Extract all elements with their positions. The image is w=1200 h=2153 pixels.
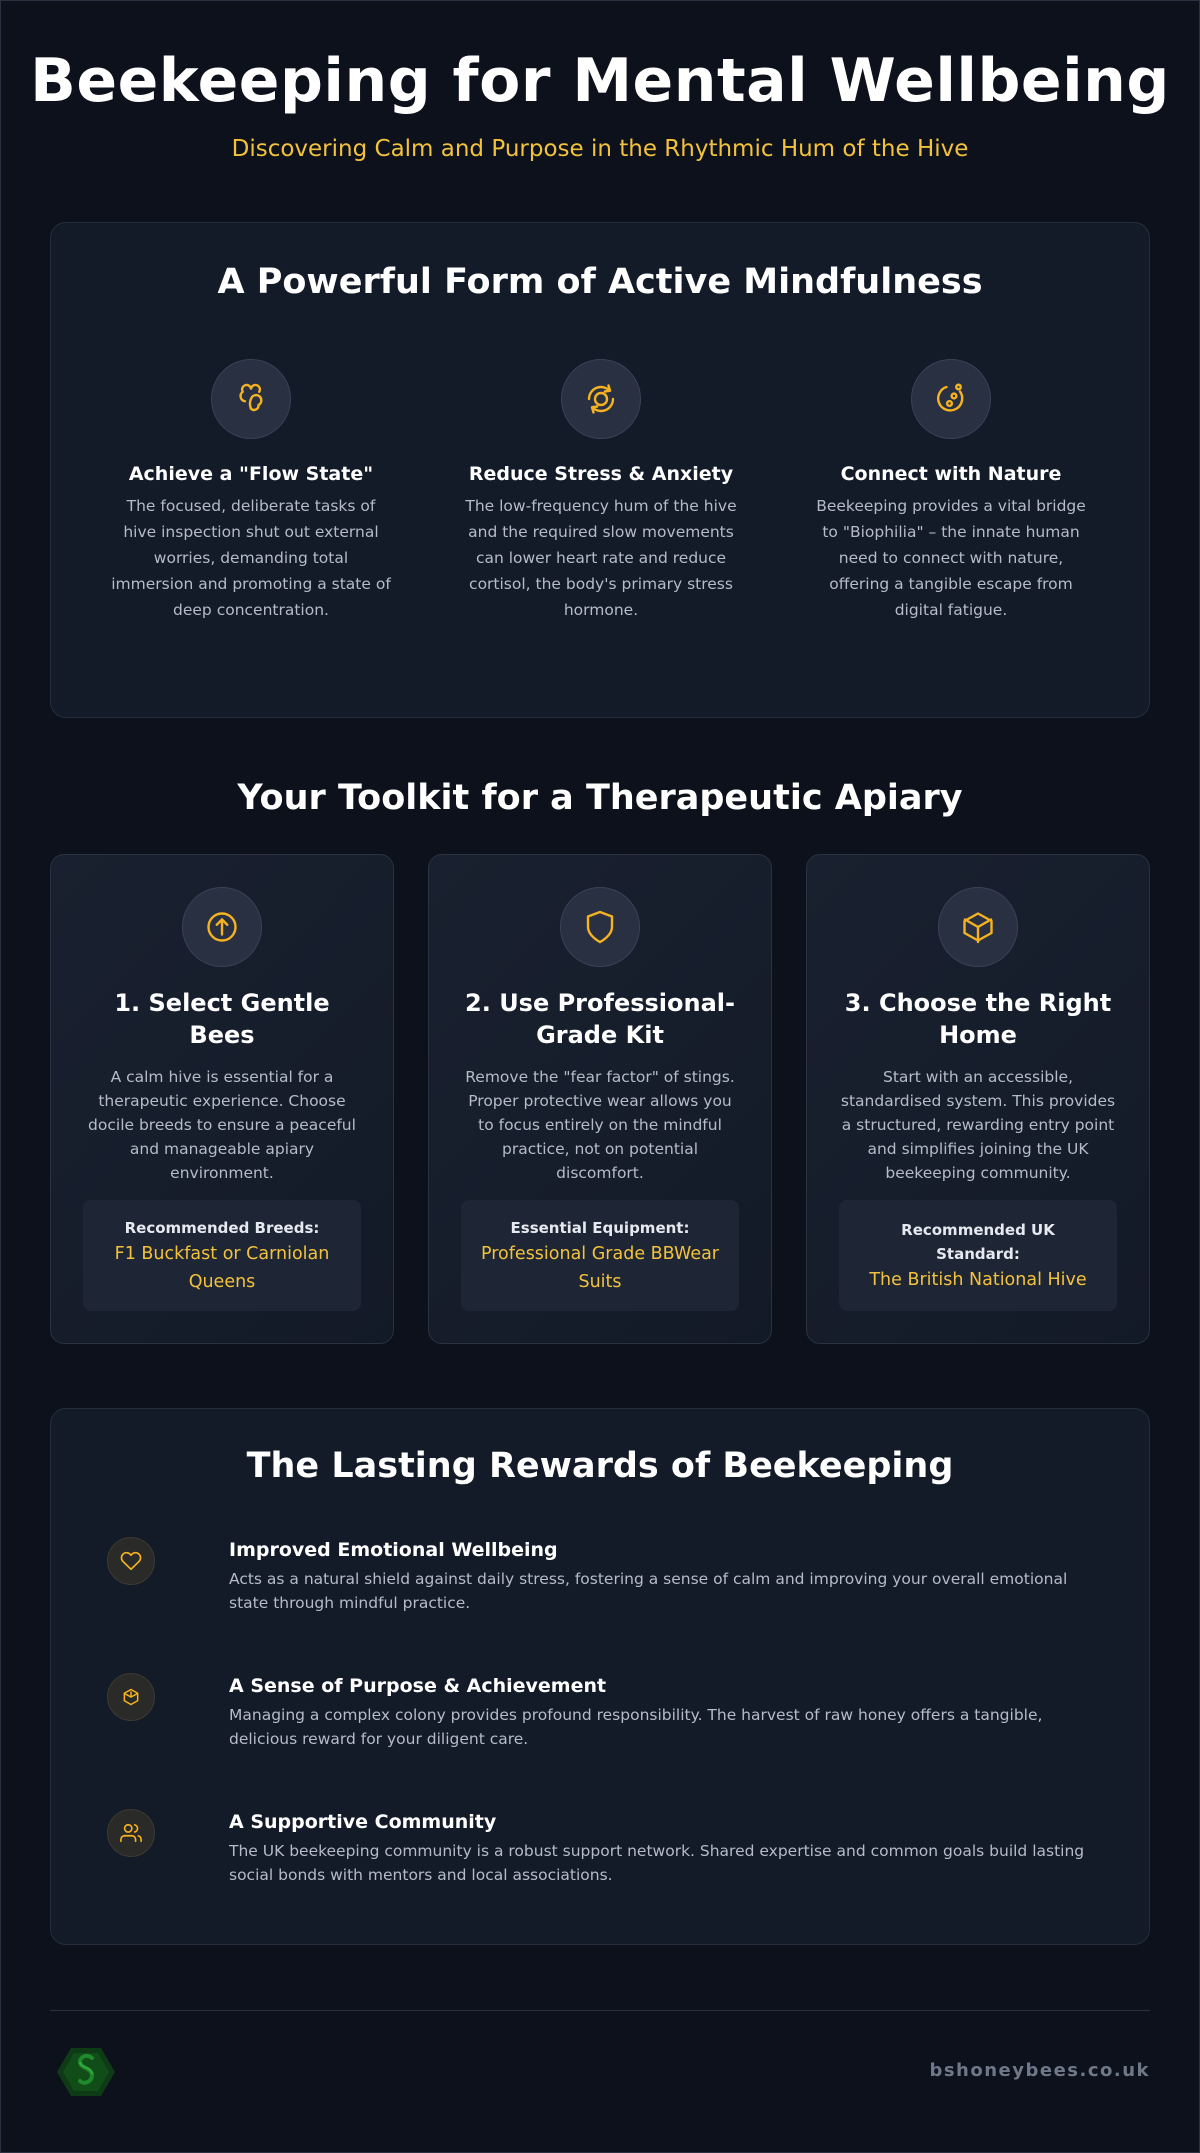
mindfulness-title: A Powerful Form of Active Mindfulness bbox=[217, 262, 983, 302]
page-title: Beekeeping for Mental Wellbeing bbox=[30, 46, 1170, 116]
heart-icon bbox=[107, 1537, 155, 1585]
recommendation-label: Essential Equipment: bbox=[510, 1218, 690, 1237]
page-subtitle: Discovering Calm and Purpose in the Rhythmic Hum of the Hive bbox=[231, 136, 969, 162]
nature-cycle-icon bbox=[911, 359, 991, 439]
recommendation-label: Recommended UK Standard: bbox=[901, 1220, 1055, 1263]
benefit-reduce-stress bbox=[461, 359, 741, 623]
footer-divider bbox=[50, 2010, 1150, 2011]
recommendation-box bbox=[83, 1200, 361, 1311]
recommendation-value: F1 Buckfast or Carniolan Queens bbox=[114, 1243, 330, 1292]
toolkit-card-text: A calm hive is essential for a therapeutic experience. Choose docile breeds to ensure a peaceful and manageable apiary environment. bbox=[88, 1068, 356, 1182]
toolkit-card-heading: 1. Select Gentle Bees bbox=[114, 989, 330, 1049]
benefit-heading: Reduce Stress & Anxiety bbox=[468, 463, 734, 485]
benefit-text: The focused, deliberate tasks of hive inspection shut out external worries, demanding total immersion and promoting a state of deep concentration. bbox=[111, 497, 391, 619]
benefit-heading: Connect with Nature bbox=[840, 463, 1062, 485]
reward-heading: Improved Emotional Wellbeing bbox=[229, 1539, 558, 1561]
reward-text: Managing a complex colony provides profound responsibility. The harvest of raw honey offers a tangible, delicious reward for your diligent care. bbox=[229, 1706, 1043, 1748]
reward-heading: A Supportive Community bbox=[229, 1811, 497, 1833]
brain-icon bbox=[211, 359, 291, 439]
rewards-title: The Lasting Rewards of Beekeeping bbox=[246, 1446, 954, 1486]
reward-item bbox=[107, 1673, 1093, 1763]
recommendation-box bbox=[839, 1200, 1117, 1311]
toolkit-title: Your Toolkit for a Therapeutic Apiary bbox=[237, 778, 963, 818]
site-url[interactable]: bshoneybees.co.uk bbox=[929, 2060, 1150, 2081]
users-icon bbox=[107, 1809, 155, 1857]
box-icon bbox=[938, 887, 1018, 967]
reward-item bbox=[107, 1809, 1093, 1899]
recommendation-box bbox=[461, 1200, 739, 1311]
toolkit-card-text: Start with an accessible, standardised system. This provides a structured, rewarding entry point and simplifies joining the UK beekeeping community. bbox=[840, 1068, 1116, 1182]
toolkit-card-kit bbox=[428, 854, 772, 1344]
shield-icon bbox=[560, 887, 640, 967]
benefit-flow-state bbox=[111, 359, 391, 623]
toolkit-card-home bbox=[806, 854, 1150, 1344]
reward-text: Acts as a natural shield against daily stress, fostering a sense of calm and improving your overall emotional state through mindful practice. bbox=[229, 1570, 1068, 1612]
benefit-text: Beekeeping provides a vital bridge to "Biophilia" – the innate human need to connect with nature, offering a tangible escape from digital fatigue. bbox=[816, 497, 1086, 619]
benefit-text: The low-frequency hum of the hive and the required slow movements can lower heart rate and reduce cortisol, the body's primary stress hormone. bbox=[465, 497, 737, 619]
toolkit-card-heading: 2. Use Professional-Grade Kit bbox=[465, 989, 735, 1049]
recommendation-value: The British National Hive bbox=[869, 1269, 1087, 1290]
toolkit-card-bees bbox=[50, 854, 394, 1344]
recommendation-value: Professional Grade BBWear Suits bbox=[481, 1243, 720, 1292]
mindfulness-section bbox=[50, 222, 1150, 718]
reward-heading: A Sense of Purpose & Achievement bbox=[229, 1675, 607, 1697]
rewards-section bbox=[50, 1408, 1150, 1945]
arrow-up-circle-icon bbox=[182, 887, 262, 967]
bee-logo-icon[interactable] bbox=[56, 2046, 116, 2098]
reward-text: The UK beekeeping community is a robust support network. Shared expertise and common goals build lasting social bonds with mentors and local associations. bbox=[229, 1842, 1085, 1884]
benefit-heading: Achieve a "Flow State" bbox=[128, 463, 374, 485]
toolkit-card-heading: 3. Choose the Right Home bbox=[844, 989, 1112, 1049]
reward-item bbox=[107, 1537, 1093, 1627]
refresh-cycle-icon bbox=[561, 359, 641, 439]
benefit-connect-nature bbox=[811, 359, 1091, 623]
honey-jar-icon bbox=[107, 1673, 155, 1721]
toolkit-card-text: Remove the "fear factor" of stings. Proper protective wear allows you to focus entirely on the mindful practice, not on potential discomfort. bbox=[465, 1068, 735, 1182]
recommendation-label: Recommended Breeds: bbox=[124, 1218, 320, 1237]
